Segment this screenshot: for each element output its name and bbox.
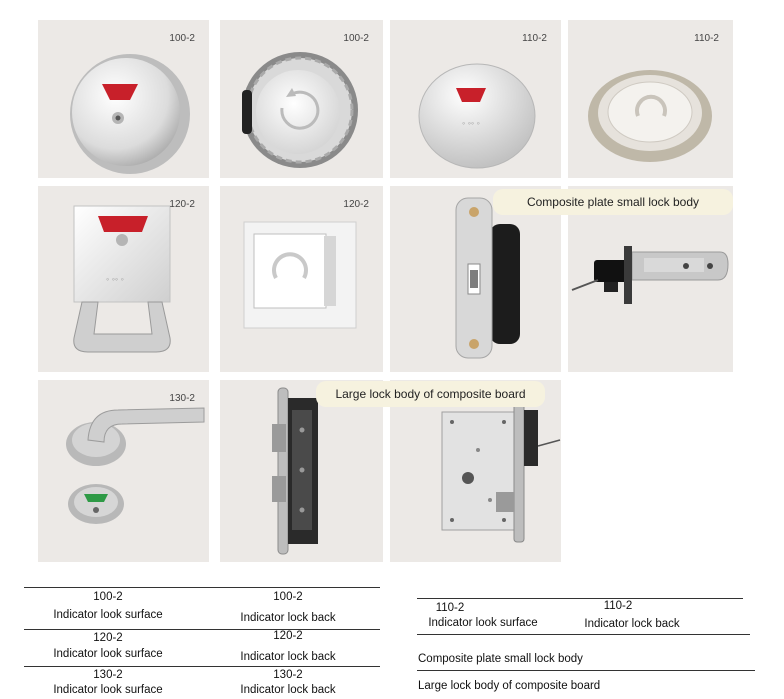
svg-text:◦ ◦◦ ◦: ◦ ◦◦ ◦: [106, 274, 124, 284]
small-lock-body-banner: Composite plate small lock body: [493, 189, 733, 215]
caption-indicator-back: Indicator lock back: [584, 618, 680, 630]
product-code: 120-2: [343, 199, 369, 210]
product-tile-100-2-surface: [38, 20, 209, 178]
caption-code-110-2-surface: 110-2: [435, 602, 465, 614]
large-lock-body-front-image: [390, 380, 561, 562]
product-tile-130-2-surface: [38, 380, 209, 562]
product-tile-110-2-back: [568, 20, 733, 178]
caption-indicator-back: Indicator lock back: [240, 612, 336, 624]
product-code: 120-2: [169, 199, 195, 210]
caption-code-130-2-surface: 130-2: [93, 669, 123, 681]
product-tile-120-2-back: [220, 186, 383, 372]
product-tile-110-2-surface: [390, 20, 561, 178]
product-tile-large-lock-body-front: [390, 380, 561, 562]
caption-code-120-2-surface: 120-2: [93, 632, 123, 644]
product-code: 100-2: [343, 33, 369, 44]
product-tile-100-2-back: [220, 20, 383, 178]
caption-code-110-2-back: 110-2: [603, 600, 633, 612]
large-lock-body-banner: Large lock body of composite board: [316, 381, 545, 407]
caption-code-100-2-surface: 100-2: [93, 591, 123, 603]
caption-indicator-surface: Indicator look surface: [428, 617, 538, 629]
caption-large-lock-body: Large lock body of composite board: [418, 680, 601, 692]
svg-text:◦ ◦◦ ◦: ◦ ◦◦ ◦: [462, 118, 480, 128]
caption-small-lock-body: Composite plate small lock body: [418, 653, 583, 665]
product-code: 110-2: [694, 33, 719, 44]
lever-handle-indicator-image: [38, 380, 209, 562]
product-tile-large-lock-body-side: [220, 380, 383, 562]
caption-code-120-2-back: 120-2: [273, 630, 303, 642]
caption-code-100-2-back: 100-2: [273, 591, 303, 603]
indicator-square-surface-image: [38, 186, 209, 372]
product-tile-120-2-surface: [38, 186, 209, 372]
caption-rule: [417, 634, 750, 635]
product-code: 100-2: [169, 33, 195, 44]
caption-indicator-surface: Indicator look surface: [53, 609, 163, 621]
product-code: 130-2: [169, 393, 195, 404]
caption-indicator-surface: Indicator look surface: [53, 648, 163, 660]
caption-indicator-surface: Indicator look surface: [53, 684, 163, 696]
caption-indicator-back: Indicator lock back: [240, 684, 336, 696]
indicator-square-back-image: [220, 186, 383, 372]
caption-rule: [24, 666, 380, 667]
caption-indicator-back: Indicator lock back: [240, 651, 336, 663]
caption-rule: [417, 670, 755, 671]
product-code: 110-2: [522, 33, 547, 44]
caption-rule: [24, 587, 380, 588]
caption-code-130-2-back: 130-2: [273, 669, 303, 681]
large-lock-body-side-image: [220, 380, 383, 562]
caption-rule: [417, 598, 743, 599]
